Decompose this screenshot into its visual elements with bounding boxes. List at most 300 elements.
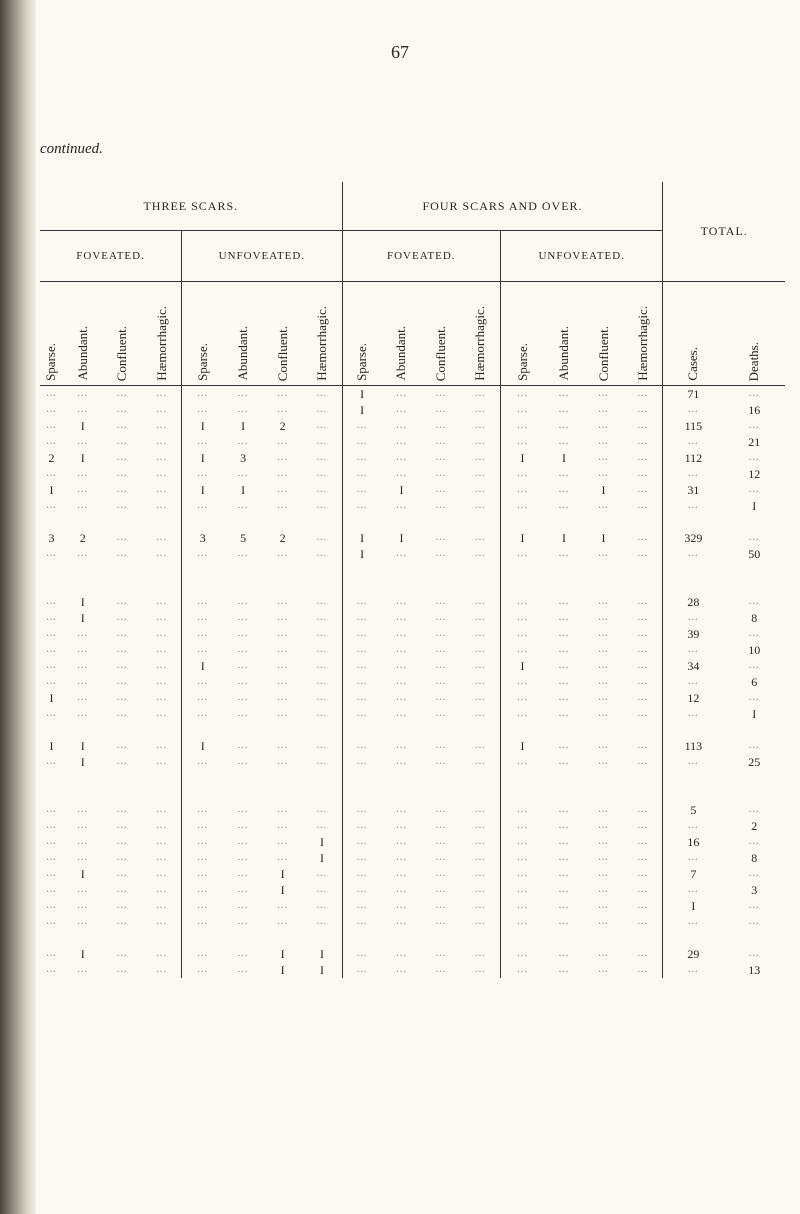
- table-cell: ...: [316, 804, 328, 815]
- table-cell: ...: [500, 914, 544, 930]
- table-cell: ...: [316, 660, 328, 671]
- col-haemorrhagic: Hæmorrhagic.: [461, 282, 501, 386]
- table-cell: 3: [240, 451, 247, 465]
- table-row: [40, 754, 785, 770]
- table-cell: ...: [117, 452, 128, 463]
- table-cell: ...: [396, 660, 407, 671]
- table-cell: ...: [396, 420, 407, 431]
- table-cell: ...: [637, 388, 649, 399]
- table-row: [40, 946, 785, 962]
- table-cell: ...: [558, 836, 570, 847]
- table-cell: I: [182, 450, 224, 466]
- table-cell: ...: [316, 500, 328, 511]
- table-cell: ...: [435, 500, 447, 511]
- table-cell: ...: [237, 660, 249, 671]
- table-cell: ...: [277, 500, 288, 511]
- table-cell: ...: [117, 484, 128, 495]
- table-cell: ...: [77, 692, 88, 703]
- table-cell: ...: [237, 820, 249, 831]
- table-cell: ...: [500, 706, 544, 722]
- table-cell: ...: [117, 756, 128, 767]
- table-cell: ...: [156, 676, 167, 687]
- table-row: [40, 466, 785, 482]
- table-cell: ...: [598, 628, 609, 639]
- table-cell: ...: [748, 532, 760, 543]
- table-cell: ...: [558, 596, 570, 607]
- table-cell: ...: [46, 900, 57, 911]
- table-cell: ...: [156, 452, 167, 463]
- table-cell: ...: [637, 820, 649, 831]
- table-cell: ...: [598, 676, 609, 687]
- table-cell: ...: [77, 500, 88, 511]
- table-cell: ...: [237, 692, 249, 703]
- table-cell: ...: [637, 900, 649, 911]
- table-cell: I: [320, 835, 325, 849]
- table-cell: ...: [558, 484, 570, 495]
- table-cell: ...: [598, 692, 609, 703]
- row-spacer: [40, 562, 785, 594]
- table-cell: ...: [46, 628, 57, 639]
- table-cell: ...: [663, 466, 723, 482]
- table-cell: I: [500, 450, 544, 466]
- table-cell: ...: [237, 388, 249, 399]
- table-cell: ...: [598, 852, 609, 863]
- table-cell: ...: [748, 596, 760, 607]
- table-row: [40, 594, 785, 610]
- table-row: [40, 386, 785, 403]
- table-cell: 3: [48, 531, 55, 545]
- table-cell: 2: [79, 531, 86, 545]
- table-cell: ...: [396, 708, 407, 719]
- table-cell: ...: [156, 468, 167, 479]
- table-cell: ...: [396, 596, 407, 607]
- table-cell: ...: [637, 500, 649, 511]
- unfoveated-header-3: UNFOVEATED.: [182, 231, 342, 282]
- table-cell: ...: [500, 626, 544, 642]
- table-cell: ...: [598, 964, 609, 975]
- table-row: [40, 690, 785, 706]
- table-cell: ...: [475, 948, 486, 959]
- table-cell: ...: [117, 836, 128, 847]
- table-cell: ...: [598, 836, 609, 847]
- table-cell: ...: [475, 916, 486, 927]
- table-cell: ...: [156, 628, 167, 639]
- column-subheaders: [40, 282, 785, 386]
- table-cell: ...: [117, 852, 128, 863]
- table-cell: ...: [558, 708, 570, 719]
- table-cell: 34: [663, 658, 723, 674]
- table-cell: ...: [77, 676, 88, 687]
- table-cell: I: [342, 530, 382, 546]
- table-cell: ...: [182, 962, 224, 978]
- table-cell: ...: [396, 948, 407, 959]
- table-cell: ...: [316, 644, 328, 655]
- table-cell: ...: [637, 660, 649, 671]
- table-cell: I: [49, 739, 54, 753]
- table-cell: ...: [558, 900, 570, 911]
- col-sparse: Sparse.: [500, 282, 544, 386]
- table-cell: ...: [316, 388, 328, 399]
- table-cell: ...: [558, 740, 570, 751]
- table-cell: ...: [156, 804, 167, 815]
- table-cell: ...: [598, 916, 609, 927]
- table-cell: ...: [46, 660, 57, 671]
- table-cell: 2: [279, 531, 286, 545]
- table-cell: ...: [637, 404, 649, 415]
- table-row: [40, 738, 785, 754]
- table-cell: ...: [637, 836, 649, 847]
- table-cell: I: [500, 530, 544, 546]
- table-cell: I: [320, 851, 325, 865]
- table-cell: ...: [475, 756, 486, 767]
- table-cell: ...: [435, 852, 447, 863]
- table-cell: 6: [751, 675, 758, 689]
- table-row: [40, 482, 785, 498]
- table-cell: ...: [117, 900, 128, 911]
- table-cell: ...: [558, 884, 570, 895]
- table-cell: ...: [435, 676, 447, 687]
- table-cell: ...: [663, 706, 723, 722]
- table-cell: ...: [500, 754, 544, 770]
- table-cell: ...: [342, 706, 382, 722]
- table-cell: ...: [475, 900, 486, 911]
- table-cell: I: [49, 483, 54, 497]
- table-cell: ...: [748, 868, 760, 879]
- table-cell: ...: [663, 818, 723, 834]
- table-cell: ...: [77, 852, 88, 863]
- table-cell: ...: [558, 548, 570, 559]
- table-cell: ...: [500, 690, 544, 706]
- table-cell: ...: [637, 708, 649, 719]
- table-cell: ...: [117, 388, 128, 399]
- table-cell: ...: [156, 708, 167, 719]
- col-haemorrhagic: Hæmorrhagic.: [142, 282, 182, 386]
- table-cell: ...: [316, 756, 328, 767]
- table-cell: ...: [500, 882, 544, 898]
- table-cell: ...: [182, 850, 224, 866]
- table-cell: ...: [558, 644, 570, 655]
- table-cell: ...: [435, 612, 447, 623]
- table-cell: 115: [663, 418, 723, 434]
- table-cell: ...: [475, 628, 486, 639]
- table-cell: ...: [156, 660, 167, 671]
- table-cell: ...: [637, 916, 649, 927]
- table-cell: I: [500, 658, 544, 674]
- table-cell: 113: [663, 738, 723, 754]
- table-cell: ...: [277, 756, 288, 767]
- table-cell: ...: [182, 834, 224, 850]
- table-cell: ...: [316, 692, 328, 703]
- table-cell: ...: [500, 850, 544, 866]
- col-sparse: Sparse.: [182, 282, 224, 386]
- table-cell: ...: [435, 756, 447, 767]
- table-cell: I: [561, 531, 566, 545]
- table-cell: ...: [156, 500, 167, 511]
- table-cell: ...: [435, 468, 447, 479]
- table-cell: ...: [277, 660, 288, 671]
- table-cell: ...: [435, 388, 447, 399]
- table-cell: ...: [558, 852, 570, 863]
- table-cell: ...: [156, 532, 167, 543]
- table-cell: ...: [156, 756, 167, 767]
- table-cell: I: [399, 483, 404, 497]
- table-cell: ...: [500, 946, 544, 962]
- table-cell: ...: [46, 916, 57, 927]
- table-cell: ...: [277, 612, 288, 623]
- table-cell: ...: [598, 708, 609, 719]
- table-cell: ...: [435, 884, 447, 895]
- table-cell: ...: [117, 596, 128, 607]
- table-cell: ...: [237, 500, 249, 511]
- table-cell: ...: [46, 836, 57, 847]
- table-cell: 2: [48, 451, 55, 465]
- table-cell: I: [80, 739, 85, 753]
- book-binding-edge: [0, 0, 36, 1214]
- three-scars-header: THREE SCARS.: [143, 198, 239, 213]
- table-cell: ...: [277, 388, 288, 399]
- table-cell: ...: [342, 690, 382, 706]
- table-cell: ...: [316, 676, 328, 687]
- table-cell: ...: [435, 836, 447, 847]
- table-cell: ...: [663, 642, 723, 658]
- table-cell: ...: [316, 468, 328, 479]
- table-cell: ...: [435, 660, 447, 671]
- col-confluent: Confluent.: [584, 282, 624, 386]
- table-cell: ...: [182, 882, 224, 898]
- table-cell: ...: [182, 946, 224, 962]
- table-cell: ...: [342, 594, 382, 610]
- data-table-container: [40, 182, 785, 1202]
- row-spacer: [40, 770, 785, 802]
- table-cell: ...: [598, 868, 609, 879]
- table-cell: I: [601, 531, 606, 545]
- table-cell: ...: [117, 644, 128, 655]
- table-cell: ...: [46, 420, 57, 431]
- table-cell: ...: [117, 420, 128, 431]
- table-cell: ...: [342, 418, 382, 434]
- table-cell: ...: [342, 898, 382, 914]
- table-cell: ...: [342, 850, 382, 866]
- table-cell: ...: [558, 628, 570, 639]
- table-row: [40, 434, 785, 450]
- table-cell: ...: [558, 916, 570, 927]
- table-cell: ...: [117, 676, 128, 687]
- table-cell: ...: [637, 756, 649, 767]
- table-cell: ...: [46, 644, 57, 655]
- table-cell: ...: [475, 820, 486, 831]
- table-cell: I: [80, 867, 85, 881]
- table-cell: ...: [117, 708, 128, 719]
- table-cell: ...: [182, 802, 224, 818]
- table-cell: ...: [117, 532, 128, 543]
- table-cell: ...: [342, 626, 382, 642]
- table-cell: ...: [277, 644, 288, 655]
- table-cell: 28: [663, 594, 723, 610]
- table-cell: 112: [663, 450, 723, 466]
- table-cell: ...: [435, 964, 447, 975]
- table-cell: ...: [396, 900, 407, 911]
- table-cell: ...: [237, 708, 249, 719]
- table-cell: ...: [117, 948, 128, 959]
- table-cell: ...: [342, 658, 382, 674]
- table-cell: ...: [277, 708, 288, 719]
- table-cell: ...: [598, 644, 609, 655]
- table-cell: ...: [598, 452, 609, 463]
- table-cell: ...: [316, 548, 328, 559]
- table-cell: ...: [46, 756, 57, 767]
- row-spacer: [40, 930, 785, 946]
- table-cell: ...: [316, 436, 328, 447]
- table-cell: ...: [277, 676, 288, 687]
- table-cell: ...: [316, 884, 328, 895]
- table-cell: ...: [558, 964, 570, 975]
- table-cell: ...: [637, 740, 649, 751]
- table-cell: ...: [435, 548, 447, 559]
- table-cell: I: [342, 402, 382, 418]
- table-cell: ...: [117, 692, 128, 703]
- table-cell: ...: [435, 420, 447, 431]
- table-cell: I: [752, 707, 757, 721]
- table-body: [40, 386, 785, 979]
- table-cell: ...: [342, 498, 382, 514]
- table-cell: ...: [396, 852, 407, 863]
- table-cell: ...: [156, 836, 167, 847]
- table-cell: ...: [316, 820, 328, 831]
- table-cell: ...: [558, 420, 570, 431]
- row-spacer: [40, 514, 785, 530]
- table-cell: ...: [277, 916, 288, 927]
- table-cell: ...: [316, 628, 328, 639]
- table-row: [40, 962, 785, 978]
- table-cell: ...: [46, 852, 57, 863]
- table-cell: ...: [46, 964, 57, 975]
- table-cell: 10: [748, 643, 761, 657]
- table-cell: ...: [316, 612, 328, 623]
- table-cell: ...: [156, 612, 167, 623]
- table-cell: ...: [182, 866, 224, 882]
- table-cell: ...: [598, 500, 609, 511]
- table-cell: ...: [637, 948, 649, 959]
- table-cell: ...: [598, 548, 609, 559]
- table-cell: I: [80, 947, 85, 961]
- table-row: [40, 818, 785, 834]
- table-cell: ...: [237, 964, 249, 975]
- table-cell: ...: [748, 948, 760, 959]
- table-cell: ...: [342, 946, 382, 962]
- table-cell: ...: [182, 674, 224, 690]
- table-cell: ...: [558, 820, 570, 831]
- table-cell: ...: [500, 498, 544, 514]
- table-cell: 8: [751, 611, 758, 625]
- table-cell: 5: [663, 802, 723, 818]
- table-cell: ...: [396, 548, 407, 559]
- table-cell: ...: [117, 548, 128, 559]
- table-cell: 12: [663, 690, 723, 706]
- table-row: [40, 674, 785, 690]
- table-cell: ...: [156, 388, 167, 399]
- table-cell: ...: [598, 596, 609, 607]
- table-cell: ...: [182, 898, 224, 914]
- table-cell: ...: [396, 836, 407, 847]
- table-cell: ...: [156, 964, 167, 975]
- table-cell: 2: [279, 419, 286, 433]
- table-cell: ...: [237, 628, 249, 639]
- table-cell: ...: [182, 706, 224, 722]
- table-row: [40, 402, 785, 418]
- unfoveated-header-4: UNFOVEATED.: [500, 231, 663, 282]
- table-cell: ...: [663, 914, 723, 930]
- table-cell: 329: [663, 530, 723, 546]
- table-cell: 8: [751, 851, 758, 865]
- table-cell: ...: [156, 692, 167, 703]
- table-cell: ...: [558, 500, 570, 511]
- table-cell: 5: [240, 531, 247, 545]
- table-cell: ...: [77, 708, 88, 719]
- table-cell: ...: [637, 884, 649, 895]
- table-row: [40, 914, 785, 930]
- table-cell: ...: [396, 436, 407, 447]
- table-cell: ...: [277, 436, 288, 447]
- table-cell: ...: [748, 692, 760, 703]
- table-cell: ...: [342, 818, 382, 834]
- table-cell: ...: [156, 484, 167, 495]
- table-cell: ...: [637, 692, 649, 703]
- table-cell: ...: [558, 436, 570, 447]
- table-cell: ...: [342, 610, 382, 626]
- table-cell: ...: [277, 596, 288, 607]
- table-cell: ...: [500, 834, 544, 850]
- table-cell: ...: [500, 802, 544, 818]
- table-cell: ...: [637, 596, 649, 607]
- table-cell: I: [182, 482, 224, 498]
- table-cell: ...: [342, 914, 382, 930]
- table-row: [40, 498, 785, 514]
- table-cell: ...: [77, 884, 88, 895]
- table-cell: ...: [117, 612, 128, 623]
- table-cell: ...: [558, 756, 570, 767]
- table-cell: ...: [46, 404, 57, 415]
- table-cell: ...: [316, 452, 328, 463]
- table-cell: 13: [748, 963, 761, 977]
- table-cell: ...: [748, 420, 760, 431]
- table-cell: ...: [342, 754, 382, 770]
- table-cell: ...: [182, 754, 224, 770]
- table-cell: ...: [475, 612, 486, 623]
- table-cell: ...: [316, 916, 328, 927]
- table-cell: ...: [117, 820, 128, 831]
- table-cell: ...: [117, 404, 128, 415]
- table-cell: ...: [558, 948, 570, 959]
- table-cell: ...: [237, 884, 249, 895]
- table-cell: ...: [46, 820, 57, 831]
- table-cell: ...: [117, 468, 128, 479]
- table-cell: ...: [117, 740, 128, 751]
- col-sparse: Sparse.: [342, 282, 382, 386]
- table-cell: ...: [182, 818, 224, 834]
- table-cell: ...: [663, 610, 723, 626]
- table-cell: ...: [558, 660, 570, 671]
- table-cell: ...: [117, 916, 128, 927]
- table-cell: ...: [46, 468, 57, 479]
- table-cell: ...: [598, 388, 609, 399]
- table-cell: ...: [748, 660, 760, 671]
- table-cell: I: [241, 483, 246, 497]
- table-cell: ...: [396, 756, 407, 767]
- table-cell: I: [500, 738, 544, 754]
- table-cell: ...: [46, 948, 57, 959]
- col-cases: Cases.: [663, 282, 723, 386]
- table-cell: ...: [435, 868, 447, 879]
